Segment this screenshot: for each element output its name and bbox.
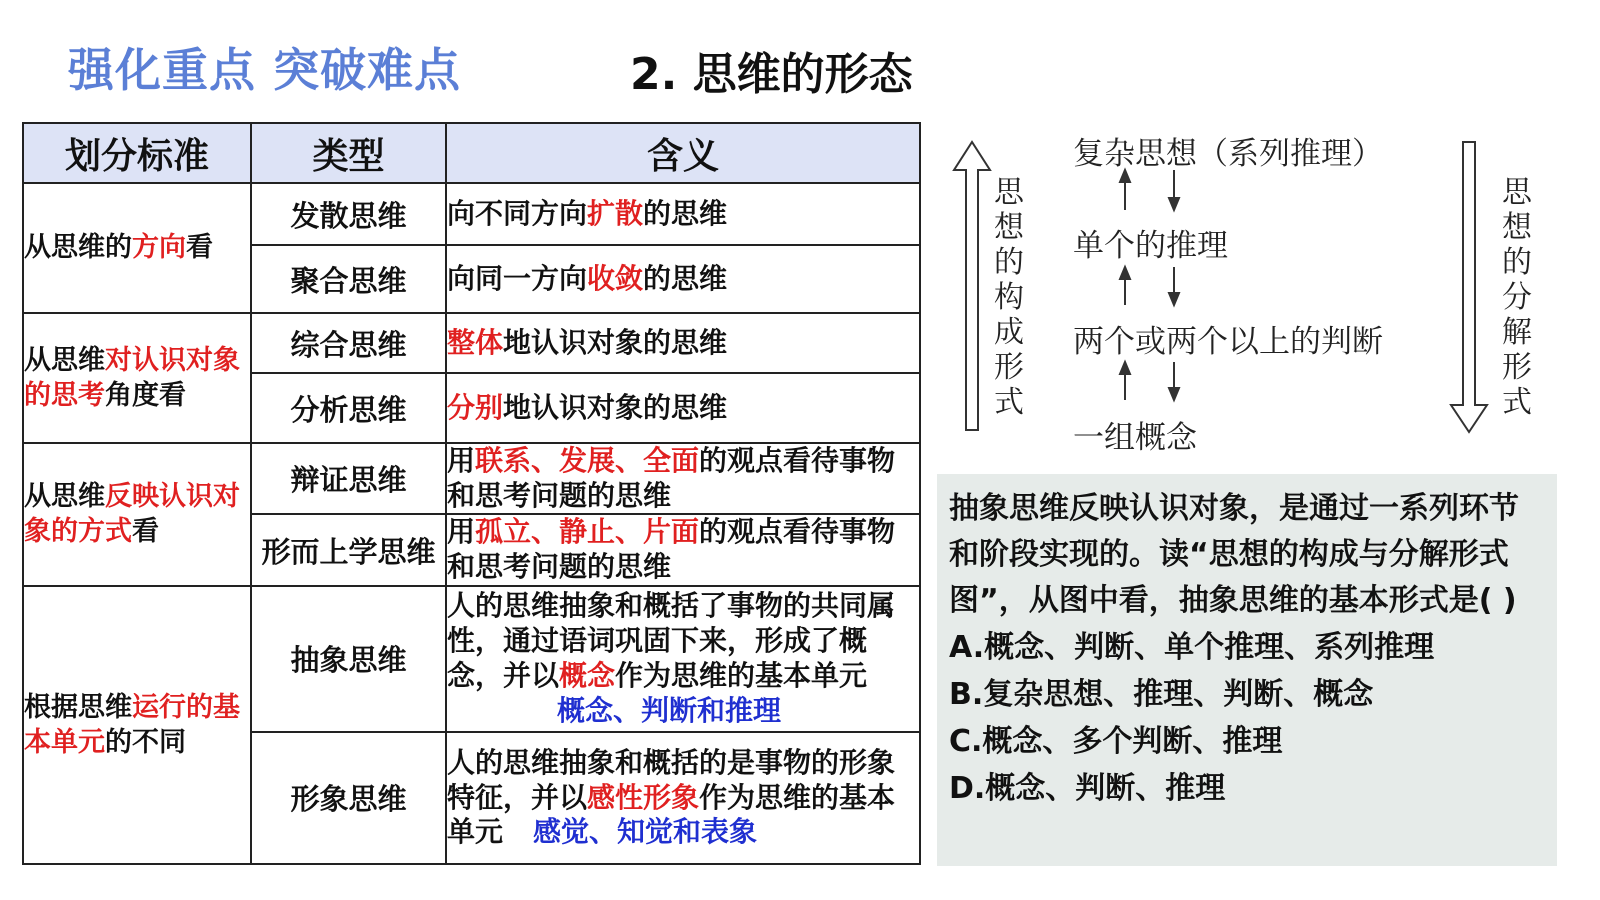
type-cell: 综合思维 [251, 313, 446, 373]
table-header-row [23, 123, 920, 183]
type-cell: 辩证思维 [251, 443, 446, 514]
highlight-text: 扩散 [587, 196, 644, 230]
section-title: 强化重点 突破难点 [68, 43, 462, 97]
highlight-text: 反映认识对象的方式 [24, 481, 240, 548]
meaning-cell [446, 732, 920, 864]
type-cell: 分析思维 [251, 373, 446, 443]
thinking-forms-table [22, 122, 921, 865]
page-title: 2. 思维的形态 [630, 49, 913, 100]
level-single-inference: 单个的推理 [1073, 228, 1228, 264]
level-complex-thought: 复杂思想（系列推理） [1073, 136, 1383, 172]
text-run: 根据思维 [24, 691, 132, 723]
meaning-cell [446, 443, 920, 514]
text-run: 从思维的 [24, 232, 132, 264]
option-c[interactable]: C.概念、多个判断、推理 [949, 724, 1283, 759]
decomposition-form-label: 思想的分解形式 [1502, 175, 1532, 420]
option-d[interactable]: D.概念、判断、推理 [949, 771, 1226, 806]
text-run: 从思维 [24, 481, 105, 513]
composition-form-label: 思想的构成形式 [994, 175, 1024, 420]
answer-text: 概念、判断和推理 [557, 693, 782, 727]
text-run: 的思维 [643, 261, 728, 295]
type-cell: 发散思维 [251, 183, 446, 245]
text-run: 用 [447, 515, 476, 549]
meaning-cell [446, 183, 920, 245]
text-run: 看 [186, 232, 213, 264]
highlight-text: 运行的基本单元 [24, 691, 240, 758]
standard-cell [23, 313, 251, 443]
meaning-cell [446, 514, 920, 585]
standard-cell [23, 586, 251, 864]
up-arrow-icon [1120, 170, 1130, 210]
thought-structure-diagram [940, 120, 1590, 460]
text-run: 向同一方向 [447, 261, 588, 295]
text-run: 向不同方向 [447, 196, 588, 230]
text-run: 作为思维的基本单元 [615, 658, 868, 692]
text-run: 的观点看待事物和思考问题的思维 [447, 515, 896, 584]
meaning-cell [446, 313, 920, 373]
text-run: 人的思维抽象和概括了事物的共同属性，通过语词巩固下来，形成了概念，并以 [447, 589, 896, 692]
column-header: 含义 [446, 123, 920, 183]
text-run: 看 [132, 516, 159, 548]
text-run: 地认识对象的思维 [503, 325, 728, 359]
highlight-text: 联系、发展、全面 [475, 444, 700, 477]
highlight-text: 对认识对象的思考 [24, 344, 240, 411]
question-stem: 抽象思维反映认识对象，是通过一系列环节和阶段实现的。读“思想的构成与分解形式图”，从图中看，抽象思维的基本形式是( ) [949, 491, 1519, 618]
table-row [23, 443, 920, 514]
highlight-text: 概念 [559, 658, 616, 692]
type-cell: 聚合思维 [251, 245, 446, 313]
option-a[interactable]: A.概念、判断、单个推理、系列推理 [949, 630, 1435, 665]
meaning-cell [446, 373, 920, 443]
table-row [23, 313, 920, 373]
type-cell: 抽象思维 [251, 586, 446, 732]
highlight-text: 感性形象 [587, 780, 700, 814]
column-header: 类型 [251, 123, 446, 183]
table-row [23, 183, 920, 245]
standard-cell [23, 183, 251, 313]
option-b[interactable]: B.复杂思想、推理、判断、概念 [949, 677, 1374, 712]
type-cell: 形而上学思维 [251, 514, 446, 585]
text-run: 用 [447, 444, 476, 477]
text-run: 人的思维抽象和概括的是事物的形象特征，并以 [447, 745, 896, 814]
up-arrow-icon [954, 142, 990, 430]
meaning-cell [446, 586, 920, 732]
answer-text: 感觉、知觉和表象 [533, 815, 758, 849]
level-concepts: 一组概念 [1073, 420, 1197, 456]
down-arrow-icon [1169, 267, 1179, 305]
highlight-text: 孤立、静止、片面 [475, 515, 700, 549]
highlight-text: 分别 [447, 390, 504, 424]
down-arrow-icon [1169, 362, 1179, 400]
text-run: 的观点看待事物和思考问题的思维 [447, 444, 896, 512]
text-run: 角度看 [105, 380, 186, 411]
table-row [23, 586, 920, 732]
up-arrow-icon [1120, 267, 1130, 305]
down-arrow-icon [1451, 142, 1487, 432]
text-run: 的不同 [105, 726, 186, 758]
text-run: 从思维 [24, 344, 105, 376]
down-arrow-icon [1169, 170, 1179, 210]
text-run: 作为思维的基本单元 [447, 780, 896, 849]
standard-cell [23, 443, 251, 586]
level-judgments: 两个或两个以上的判断 [1073, 324, 1383, 360]
question-box [937, 474, 1557, 866]
highlight-text: 收敛 [587, 261, 644, 295]
meaning-cell [446, 245, 920, 313]
column-header: 划分标准 [23, 123, 251, 183]
up-arrow-icon [1120, 362, 1130, 400]
type-cell: 形象思维 [251, 732, 446, 864]
text-run: 地认识对象的思维 [503, 390, 728, 424]
highlight-text: 方向 [132, 232, 186, 264]
highlight-text: 整体 [447, 325, 504, 359]
text-run: 的思维 [643, 196, 728, 230]
